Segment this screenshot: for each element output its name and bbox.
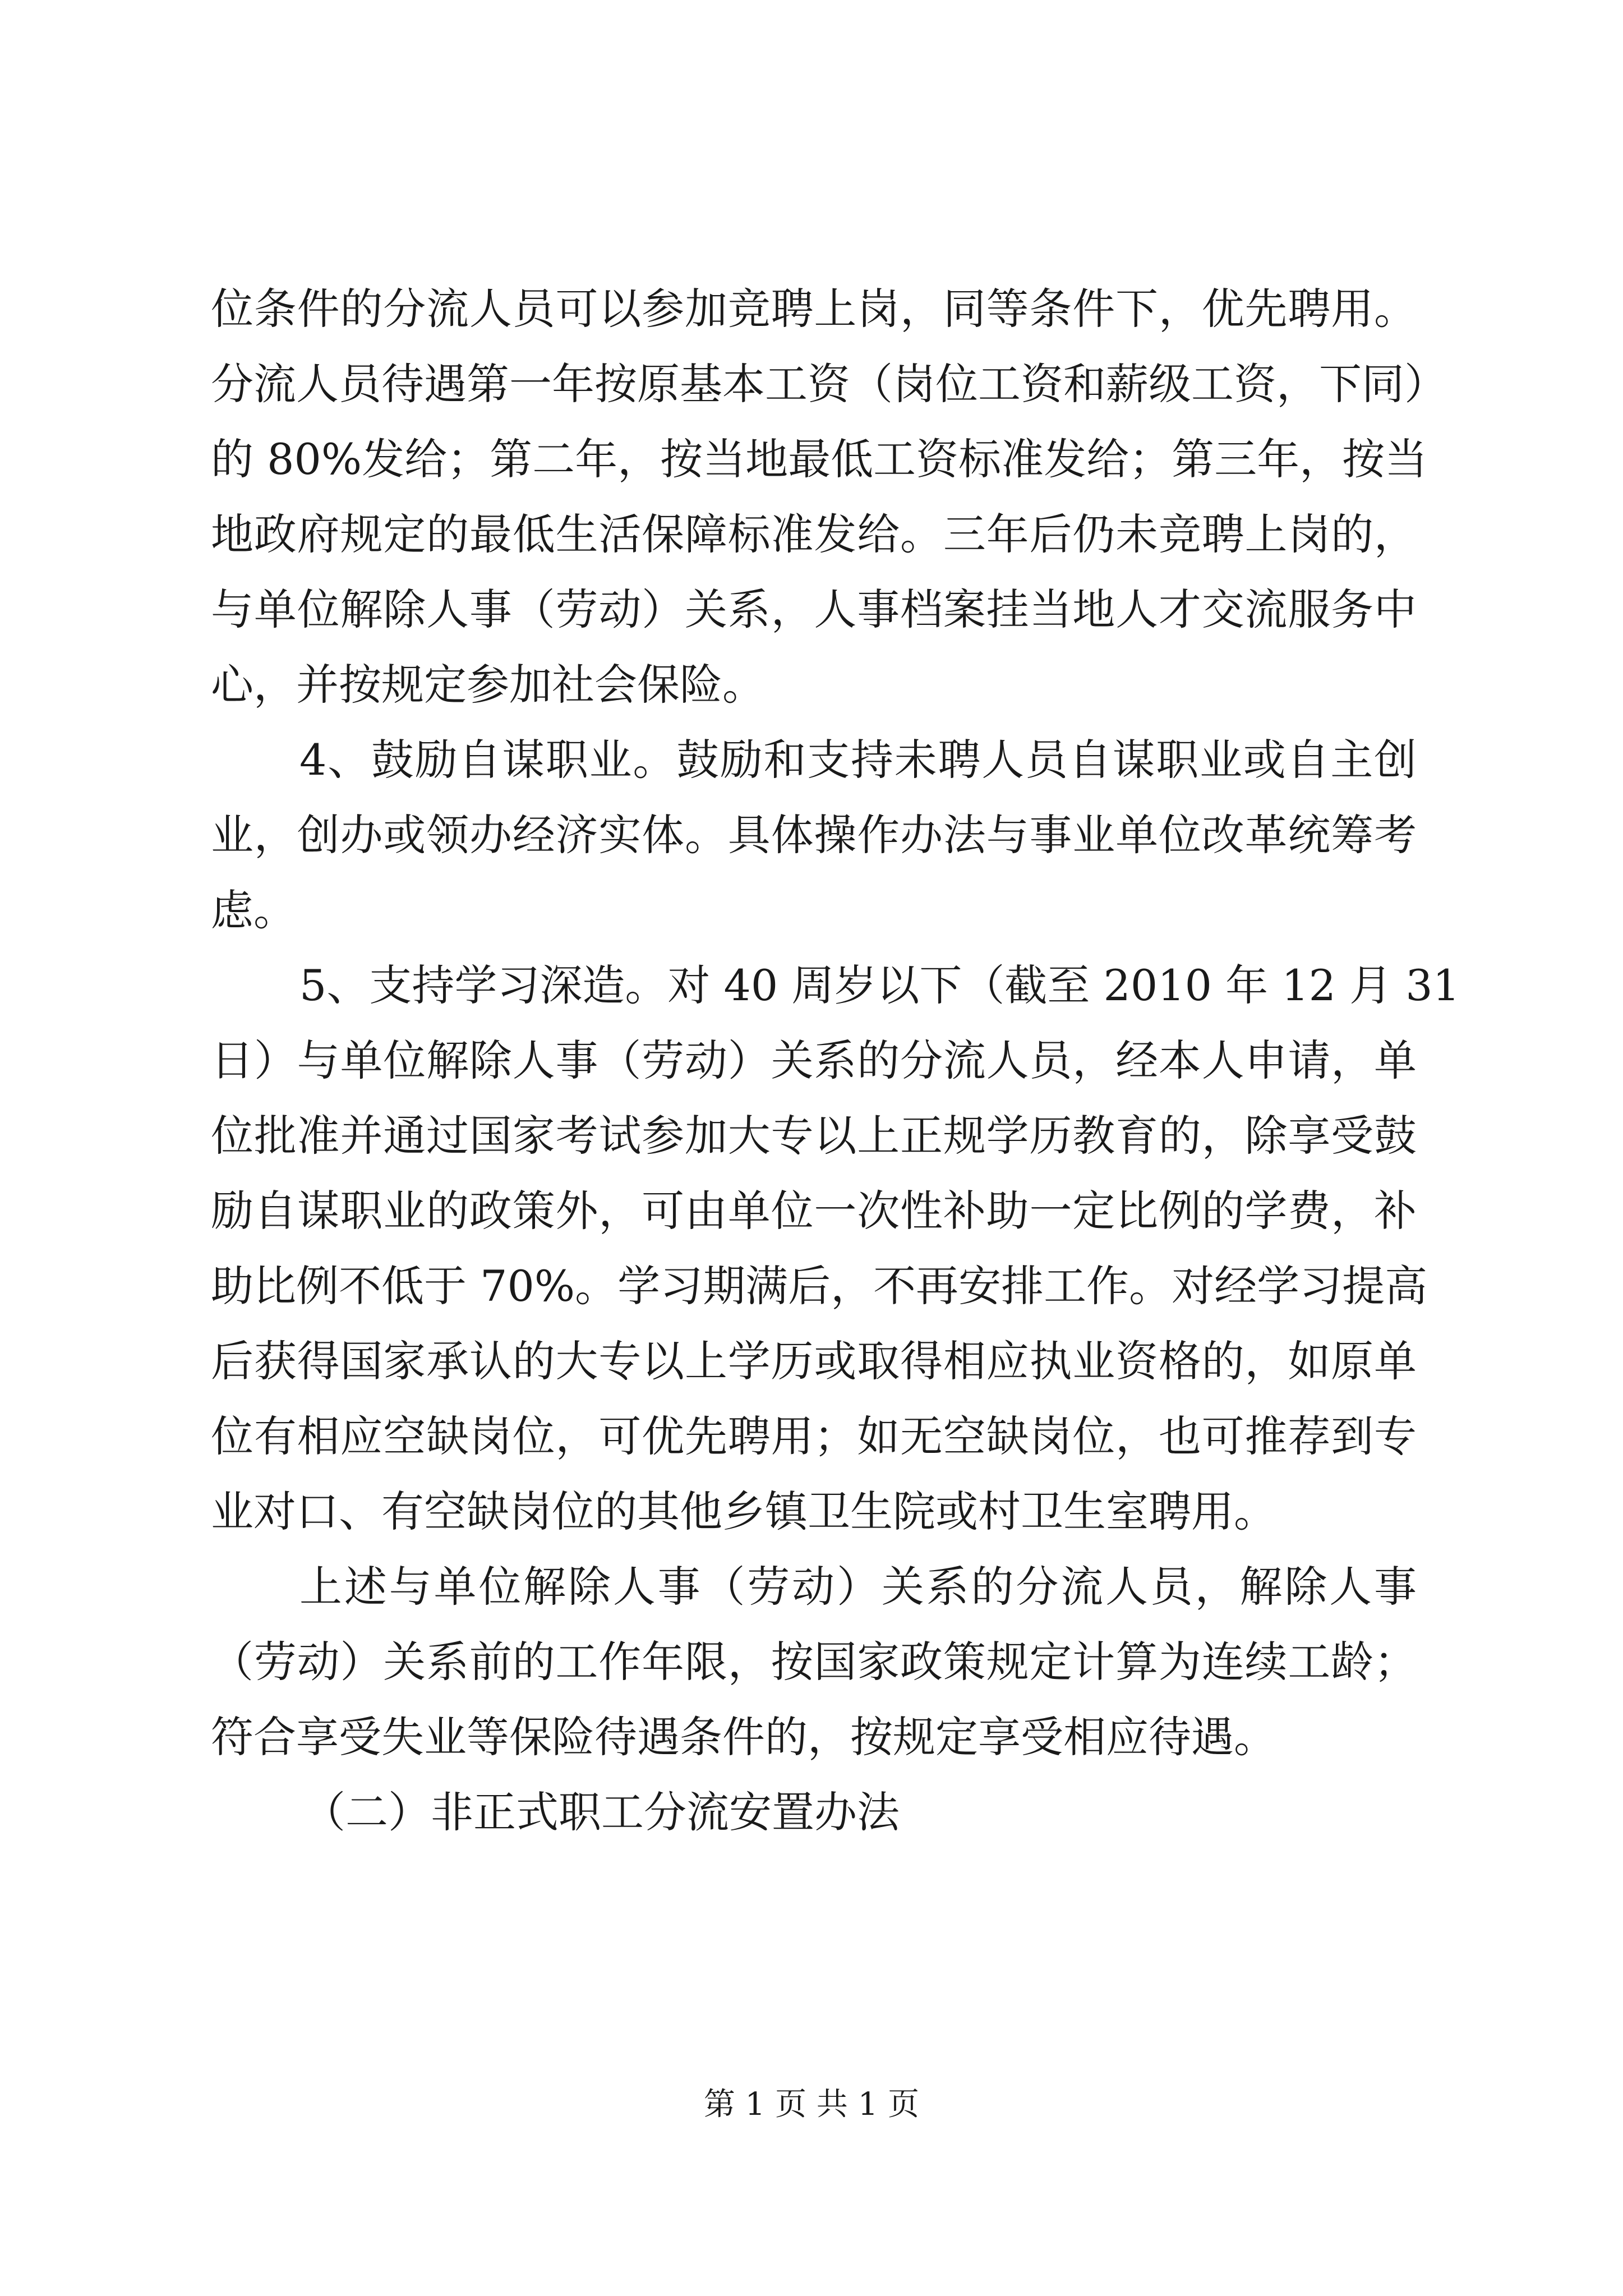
text-line-6: 心，并按规定参加社会保险。: [211, 660, 765, 710]
text-line-12: 位批准并通过国家考试参加大专以上正规学历教育的，除享受鼓: [211, 1111, 1417, 1161]
text-line-16: 位有相应空缺岗位，可优先聘用；如无空缺岗位，也可推荐到专: [211, 1411, 1417, 1461]
text-line-14: 助比例不低于 70%。学习期满后，不再安排工作。对经学习提高: [211, 1261, 1428, 1311]
text-line-1: 位条件的分流人员可以参加竞聘上岗，同等条件下，优先聘用。: [211, 284, 1417, 334]
section-heading: （二）非正式职工分流安置办法: [303, 1787, 900, 1837]
text-line-18: 上述与单位解除人事（劳动）关系的分流人员，解除人事: [299, 1562, 1417, 1612]
text-line-11: 日）与单位解除人事（劳动）关系的分流人员，经本人申请，单: [211, 1036, 1417, 1085]
text-line-20: 符合享受失业等保险待遇条件的，按规定享受相应待遇。: [211, 1712, 1276, 1762]
text-line-17: 业对口、有空缺岗位的其他乡镇卫生院或村卫生室聘用。: [211, 1487, 1276, 1536]
text-line-7: 4、鼓励自谋职业。鼓励和支持未聘人员自谋职业或自主创: [299, 735, 1417, 785]
text-line-3: 的 80%发给；第二年，按当地最低工资标准发给；第三年，按当: [211, 434, 1428, 484]
text-line-4: 地政府规定的最低生活保障标准发给。三年后仍未竞聘上岗的，: [211, 509, 1417, 559]
text-line-19: （劳动）关系前的工作年限，按国家政策规定计算为连续工龄；: [211, 1637, 1417, 1687]
text-line-5: 与单位解除人事（劳动）关系，人事档案挂当地人才交流服务中: [211, 585, 1417, 634]
text-line-10: 5、支持学习深造。对 40 周岁以下（截至 2010 年 12 月 31: [299, 960, 1460, 1010]
text-line-15: 后获得国家承认的大专以上学历或取得相应执业资格的，如原单: [211, 1336, 1417, 1386]
text-line-2: 分流人员待遇第一年按原基本工资（岗位工资和薪级工资，下同）: [211, 359, 1447, 409]
text-line-9: 虑。: [211, 885, 296, 935]
text-line-8: 业，创办或领办经济实体。具体操作办法与事业单位改革统筹考: [211, 810, 1417, 860]
text-line-13: 励自谋职业的政策外，可由单位一次性补助一定比例的学费，补: [211, 1186, 1417, 1236]
page-footer: 第 1 页 共 1 页: [703, 2086, 920, 2123]
